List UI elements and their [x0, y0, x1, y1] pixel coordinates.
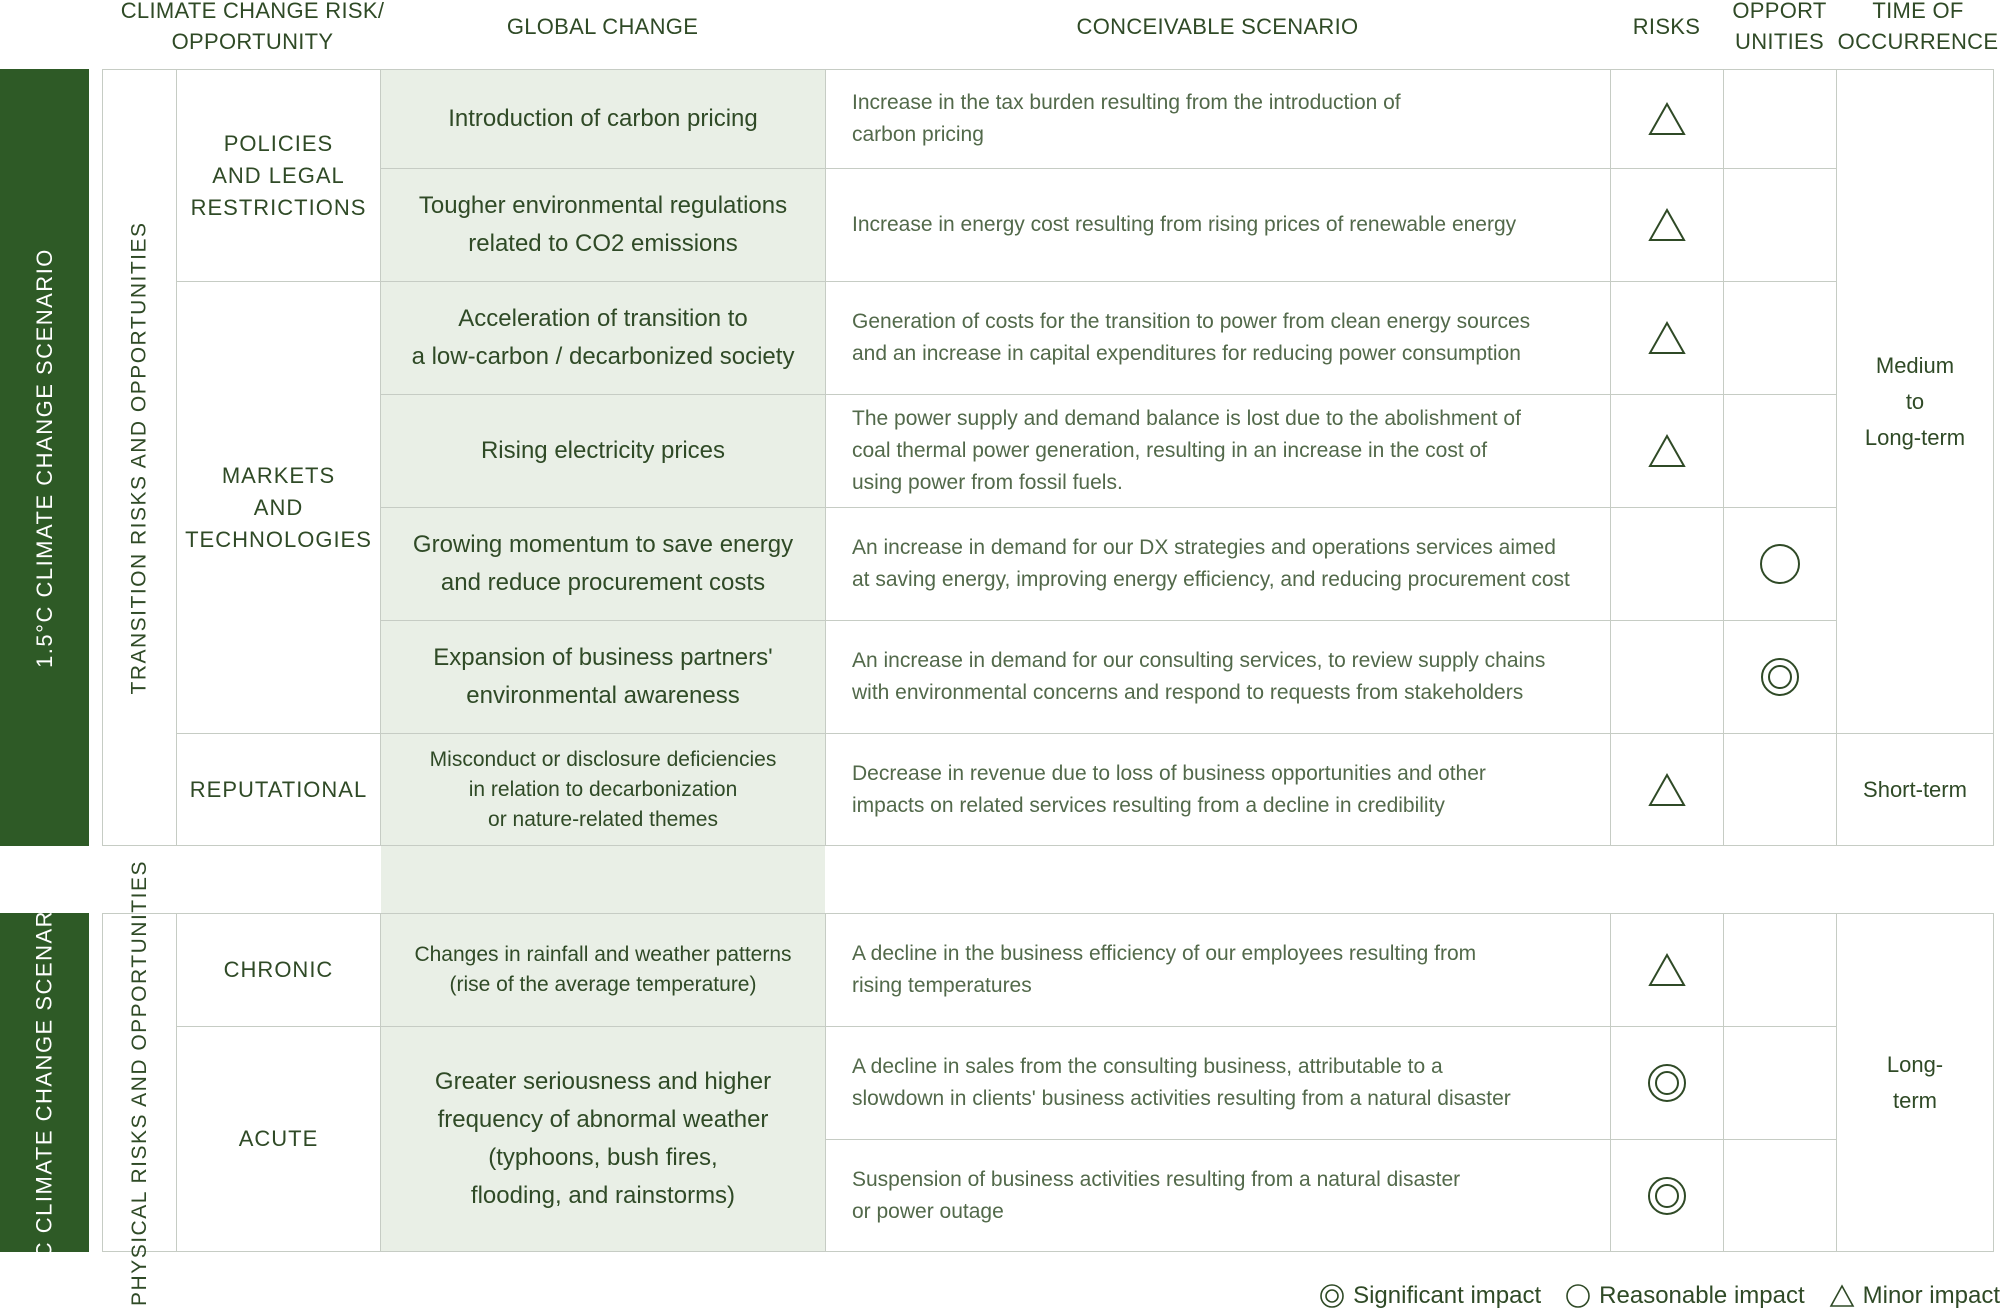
- opportunity-cell: [1723, 69, 1837, 169]
- risk-cell: [1610, 281, 1724, 395]
- header-risks: RISKS: [1632, 13, 1701, 39]
- opportunity-cell: [1723, 168, 1837, 282]
- scenario-band-4c-label: 4°C CLIMATE CHANGE SCENARIO: [31, 883, 57, 1282]
- scenario-band-4c: [0, 883, 89, 1282]
- triangle-icon: [1647, 770, 1687, 810]
- category-chronic: CHRONIC: [176, 913, 381, 1027]
- scenario-cell: The power supply and demand balance is lost due to the abolishment of coal thermal power generation, resulting in an increase in the cost of using power from fossil fuels.: [825, 394, 1611, 508]
- circle-icon: [1760, 544, 1800, 584]
- scenario-cell: Suspension of business activities resulting from a natural disaster or power outage: [825, 1139, 1611, 1252]
- triangle-icon: [1829, 1283, 1855, 1309]
- header-opportunities: OPPORT UNITIES: [1732, 0, 1827, 54]
- double-circle-icon: [1760, 657, 1800, 697]
- risk-cell: [1610, 620, 1724, 734]
- global-change-cell: Expansion of business partners' environmental awareness: [380, 620, 826, 734]
- time-short-term: Short-term: [1836, 733, 1994, 846]
- double-circle-icon: [1319, 1283, 1345, 1309]
- category-reputational: REPUTATIONAL: [176, 733, 381, 846]
- double-circle-icon: [1647, 1176, 1687, 1216]
- category-acute: ACUTE: [176, 1026, 381, 1252]
- double-circle-icon: [1647, 1063, 1687, 1103]
- opportunity-cell: [1723, 281, 1837, 395]
- global-change-cell: Tougher environmental regulations related to CO2 emissions: [380, 168, 826, 282]
- header-conceivable-scenario: CONCEIVABLE SCENARIO: [1076, 13, 1359, 39]
- global-change-cell: Greater seriousness and higher frequency of abnormal weather (typhoons, bush fires, flooding, and rainstorms): [380, 1026, 826, 1252]
- global-change-cell: Introduction of carbon pricing: [380, 69, 826, 169]
- risk-cell: [1610, 394, 1724, 508]
- legend: [1255, 1280, 2000, 1312]
- legend-minor-label: Minor impact: [1862, 1282, 2000, 1309]
- opportunity-cell: [1723, 1026, 1837, 1140]
- transition-risks-label: TRANSITION RISKS AND OPPORTUNITIES: [102, 69, 177, 846]
- legend-significant-label: Significant impact: [1353, 1282, 1542, 1309]
- scenario-cell: A decline in sales from the consulting business, attributable to a slowdown in clients' business activities resulting from a natural disaster: [825, 1026, 1611, 1140]
- legend-significant: [1319, 1282, 1541, 1310]
- global-change-cell: Rising electricity prices: [380, 394, 826, 508]
- global-change-cell: Misconduct or disclosure deficiencies in relation to decarbonization or nature-related themes: [380, 733, 826, 846]
- scenario-band-1-5c: [0, 69, 89, 846]
- triangle-icon: [1647, 205, 1687, 245]
- circle-icon: [1565, 1283, 1591, 1309]
- scenario-cell: A decline in the business efficiency of our employees resulting from rising temperatures: [825, 913, 1611, 1027]
- risk-cell: [1610, 507, 1724, 621]
- risk-cell: [1610, 69, 1724, 169]
- risk-cell: [1610, 168, 1724, 282]
- scenario-cell: An increase in demand for our consulting services, to review supply chains with environmental concerns and respond to requests from stakeholders: [825, 620, 1611, 734]
- opportunity-cell: [1723, 507, 1837, 621]
- global-change-cell: Acceleration of transition to a low-carbon / decarbonized society: [380, 281, 826, 395]
- risk-cell: [1610, 733, 1724, 846]
- risk-cell: [1610, 1139, 1724, 1252]
- legend-minor: [1829, 1282, 2000, 1310]
- risk-cell: [1610, 913, 1724, 1027]
- triangle-icon: [1647, 318, 1687, 358]
- physical-risks-label: PHYSICAL RISKS AND OPPORTUNITIES: [102, 913, 177, 1252]
- scenario-cell: An increase in demand for our DX strategies and operations services aimed at saving energy, improving energy efficiency, and reducing procurement cost: [825, 507, 1611, 621]
- opportunity-cell: [1723, 733, 1837, 846]
- scenario-cell: Increase in the tax burden resulting from the introduction of carbon pricing: [825, 69, 1611, 169]
- opportunity-cell: [1723, 913, 1837, 1027]
- triangle-icon: [1647, 950, 1687, 990]
- time-medium-to-long-term: Medium to Long-term: [1836, 69, 1994, 734]
- legend-reasonable-label: Reasonable impact: [1599, 1282, 1805, 1309]
- scenario-band-1-5c-label: 1.5°C CLIMATE CHANGE SCENARIO: [31, 247, 57, 668]
- triangle-icon: [1647, 431, 1687, 471]
- global-change-cell: Changes in rainfall and weather patterns (rise of the average temperature): [380, 913, 826, 1027]
- time-long-term: Long- term: [1836, 913, 1994, 1252]
- global-change-cell: Growing momentum to save energy and reduce procurement costs: [380, 507, 826, 621]
- category-policies: POLICIES AND LEGAL RESTRICTIONS: [176, 69, 381, 282]
- risk-cell: [1610, 1026, 1724, 1140]
- header-risk-opportunity: CLIMATE CHANGE RISK/ OPPORTUNITY: [120, 0, 385, 54]
- scenario-cell: Increase in energy cost resulting from rising prices of renewable energy: [825, 168, 1611, 282]
- scenario-cell: Generation of costs for the transition to power from clean energy sources and an increase in capital expenditures for reducing power consumption: [825, 281, 1611, 395]
- opportunity-cell: [1723, 620, 1837, 734]
- triangle-icon: [1647, 99, 1687, 139]
- opportunity-cell: [1723, 394, 1837, 508]
- global-change-column-shade: [381, 846, 825, 913]
- opportunity-cell: [1723, 1139, 1837, 1252]
- scenario-cell: Decrease in revenue due to loss of business opportunities and other impacts on related services resulting from a decline in credibility: [825, 733, 1611, 846]
- legend-reasonable: [1565, 1282, 1804, 1310]
- header-global-change: GLOBAL CHANGE: [506, 13, 699, 39]
- header-time-of-occurrence: TIME OF OCCURRENCE: [1837, 0, 1999, 54]
- category-markets: MARKETS AND TECHNOLOGIES: [176, 281, 381, 734]
